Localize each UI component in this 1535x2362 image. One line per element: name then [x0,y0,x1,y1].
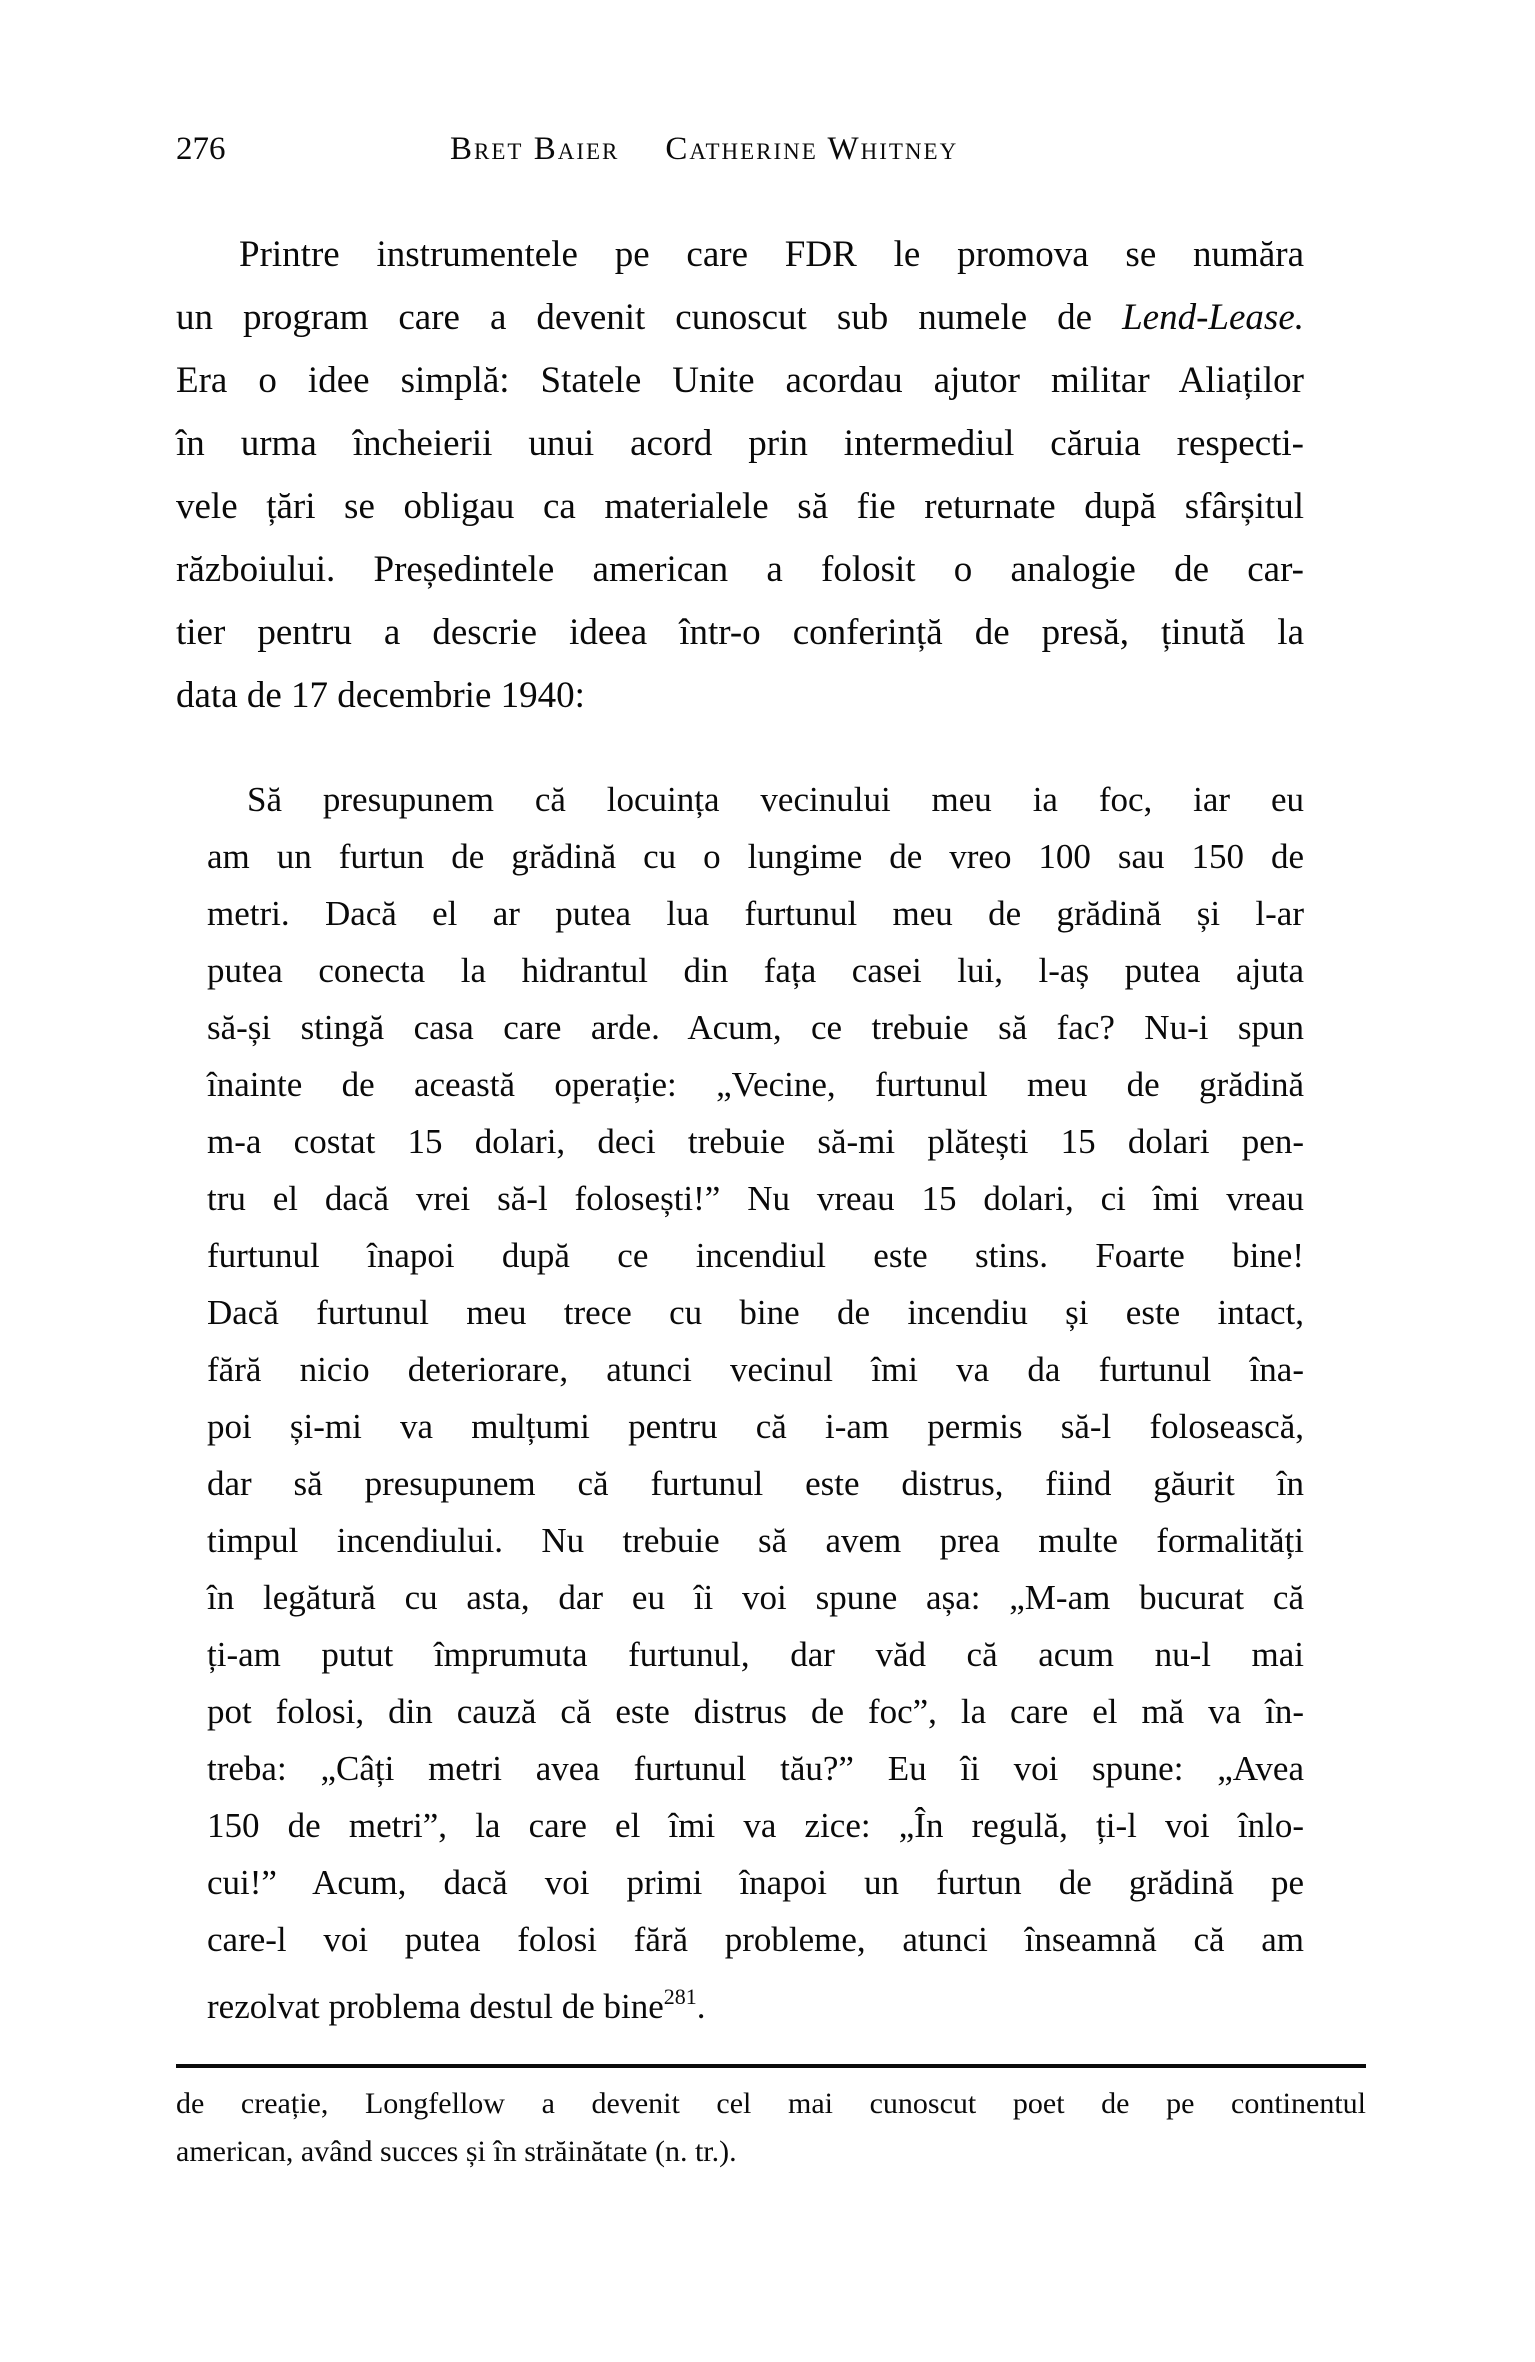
intro-line: în urma încheierii unui acord prin intermediul căruia respecti- [176,423,1304,464]
running-head-authors [450,127,958,171]
page-number: 276 [176,131,226,167]
quote-line: furtunul înapoi după ce incendiul este stins. Foarte bine! [207,1236,1304,1275]
author-first: Bret Baier [450,131,620,167]
intro-line: Era o idee simplă: Statele Unite acordau ajutor militar Aliaților [176,360,1304,401]
text-column [176,223,1366,2176]
quote-line: timpul incendiului. Nu trebuie să avem prea multe formalități [207,1521,1304,1560]
quote-line: pot folosi, din cauză că este distrus de foc”, la care el mă va în- [207,1692,1304,1731]
quote-line: m-a costat 15 dolari, deci trebuie să-mi plătești 15 dolari pen- [207,1122,1304,1161]
quote-line: ți-am putut împrumuta furtunul, dar văd că acum nu-l mai [207,1635,1304,1674]
footnote-rule [176,2064,1366,2068]
quote-line: dar să presupunem că furtunul este distrus, fiind găurit în [207,1464,1304,1503]
intro-line: tier pentru a descrie ideea într-o conferință de presă, ținută la [176,612,1304,653]
lend-lease-italic: Lend-Lease. [1122,297,1304,338]
quote-last-text: rezolvat problema destul de bine [207,1987,664,2026]
intro-line: războiului. Președintele american a folosit o analogie de car- [176,549,1304,590]
footnote [176,2080,1366,2176]
quote-line: tru el dacă vrei să-l folosești!” Nu vreau 15 dolari, ci îmi vreau [207,1179,1304,1218]
quote-line: Dacă furtunul meu trece cu bine de incendiu și este intact, [207,1293,1304,1332]
quote-line: în legătură cu asta, dar eu îi voi spune așa: „M-am bucurat că [207,1578,1304,1617]
quote-line: care-l voi putea folosi fără probleme, atunci înseamnă că am [207,1920,1304,1959]
intro-line: Printre instrumentele pe care FDR le promova se număra [239,234,1304,275]
intro-line [176,286,1304,349]
running-head [0,127,1535,171]
footnote-line: de creație, Longfellow a devenit cel mai cunoscut poet de pe continentul [176,2087,1366,2120]
quote-line: să-și stingă casa care arde. Acum, ce trebuie să fac? Nu-i spun [207,1008,1304,1047]
quote-line [207,1968,1304,2035]
author-second: Catherine Whitney [665,131,959,167]
intro-paragraph [176,223,1304,727]
quote-line: am un furtun de grădină cu o lungime de vreo 100 sau 150 de [207,837,1304,876]
quote-line: fără nicio deteriorare, atunci vecinul îmi va da furtunul îna- [207,1350,1304,1389]
quote-line: cui!” Acum, dacă voi primi înapoi un furtun de grădină pe [207,1863,1304,1902]
quote-last-period: . [696,1987,706,2026]
intro-line: vele țări se obligau ca materialele să fie returnate după sfârșitul [176,486,1304,527]
quote-line: 150 de metri”, la care el îmi va zice: „În regulă, ți-l voi înlo- [207,1806,1304,1845]
quote-line: putea conecta la hidrantul din fața casei lui, l-aș putea ajuta [207,951,1304,990]
quote-line: Să presupunem că locuința vecinului meu ia foc, iar eu [247,780,1304,819]
footnote-ref-superscript: 281 [663,1984,697,2009]
quote-line: treba: „Câți metri avea furtunul tău?” Eu îi voi spune: „Avea [207,1749,1304,1788]
quote-line: poi și-mi va mulțumi pentru că i-am permis să-l folosească, [207,1407,1304,1446]
intro-line: data de 17 decembrie 1940: [176,675,585,716]
quote-line: metri. Dacă el ar putea lua furtunul meu de grădină și l-ar [207,894,1304,933]
footnote-line: american, având succes și în străinătate (n. tr.). [176,2135,737,2168]
intro-line2-text: un program care a devenit cunoscut sub numele de [176,297,1123,338]
quote-line: înainte de această operație: „Vecine, furtunul meu de grădină [207,1065,1304,1104]
block-quote [207,771,1304,2035]
